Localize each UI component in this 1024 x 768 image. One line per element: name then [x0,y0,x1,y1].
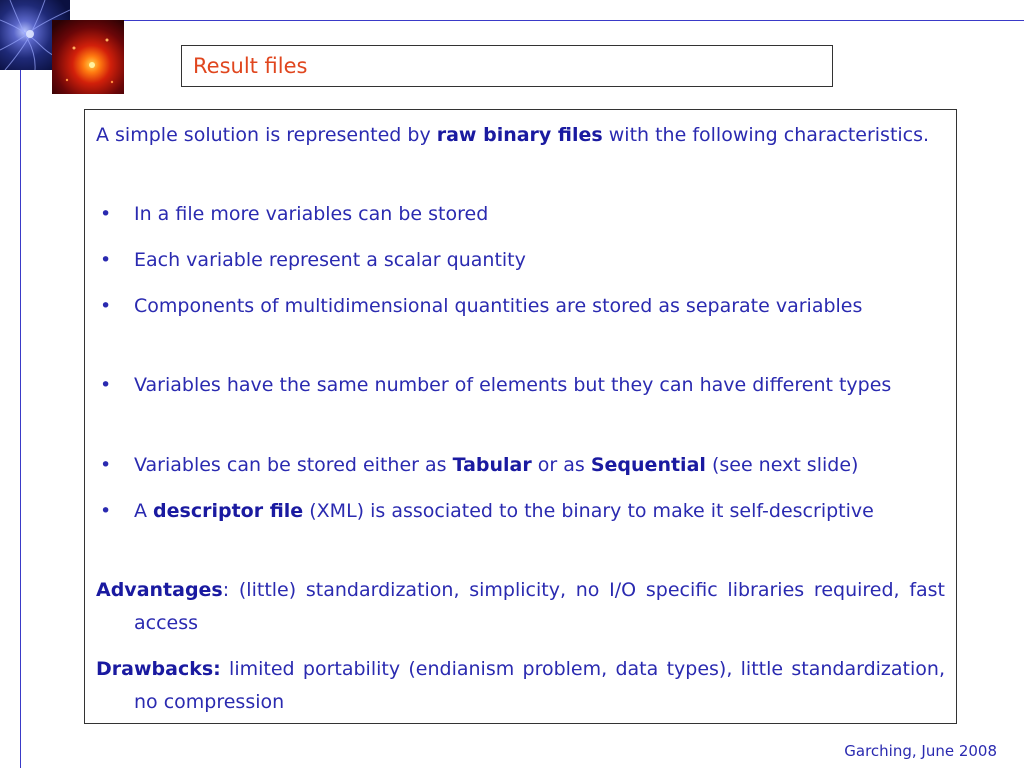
list-item-text: A [134,500,154,522]
intro-paragraph [96,119,945,152]
bullet-icon: • [100,500,112,522]
list-item-text: In a file more variables can be stored [134,203,489,225]
list-item [96,369,945,402]
content-box [84,109,957,724]
sequential-term: Sequential [590,454,706,476]
bullet-icon: • [100,249,112,271]
list-item [96,290,945,323]
list-item [96,244,945,277]
intro-text-post: with the following characteristics. [602,124,930,146]
list-item-text: (XML) is associated to the binary to make it self-descriptive [303,500,874,522]
intro-text-pre: A simple solution is represented by [96,124,437,146]
drawbacks-label: Drawbacks: [96,658,221,680]
bullet-icon: • [100,454,112,476]
advantages-paragraph [96,574,945,640]
list-item-text: (see next slide) [705,454,859,476]
list-item [96,495,945,528]
list-item-text: Components of multidimensional quantities are stored as separate variables [134,295,863,317]
bullet-icon: • [100,295,112,317]
cluster-decoration-image [52,20,124,94]
list-item-text: Each variable represent a scalar quantity [134,249,526,271]
advantages-label: Advantages [96,579,223,601]
list-item-text: Variables can be stored either as [134,454,453,476]
left-rule-line [20,0,21,768]
top-rule-line [20,20,1024,21]
list-item [96,449,945,482]
list-item-text: Variables have the same number of elements but they can have different types [134,374,892,396]
list-item [96,198,945,231]
bullet-icon: • [100,374,112,396]
slide-title: Result files [193,54,308,78]
drawbacks-paragraph [96,653,945,719]
slide-title-box [181,45,833,87]
list-item-text: or as [531,454,591,476]
footer-text: Garching, June 2008 [844,742,997,760]
drawbacks-text: limited portability (endianism problem, data types), little standardization, no compression [134,658,945,713]
advantages-text: : (little) standardization, simplicity, no I/O specific libraries required, fast access [134,579,945,634]
intro-bold-term: raw binary files [436,124,603,146]
tabular-term: Tabular [452,454,532,476]
descriptor-file-term: descriptor file [153,500,304,522]
bullet-icon: • [100,203,112,225]
